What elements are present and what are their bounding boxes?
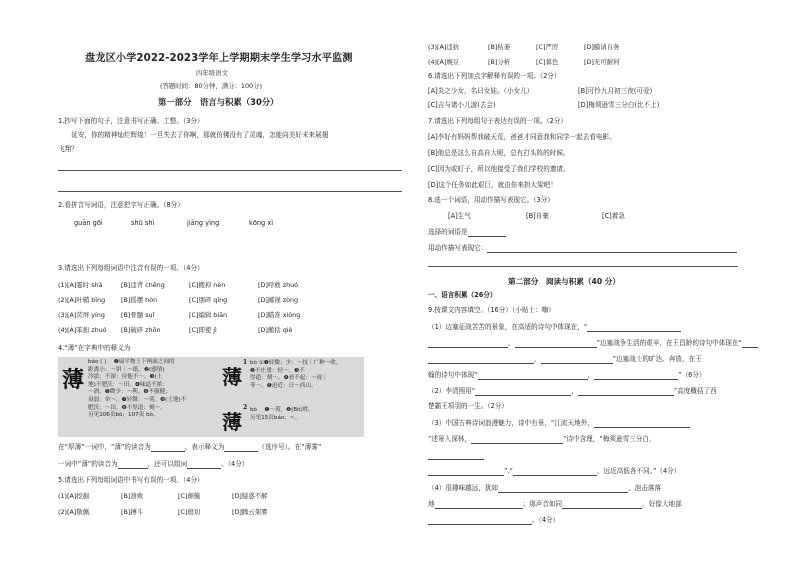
q4-blank-2[interactable] <box>224 443 258 452</box>
q8-write-blank[interactable] <box>487 244 737 253</box>
q9-blank-5[interactable] <box>428 355 534 364</box>
q3-1a[interactable]: (1)[A]霎时 shà <box>58 281 103 289</box>
q4-stem: 4.“薄”在字典中的释义为 <box>58 344 131 352</box>
q3-1c[interactable]: [C]搬掉 nèn <box>189 281 226 289</box>
q1-text-line1: 延安，你的精神灿烂辉煌！一旦失去了你啊，那就仿佛没有了灵魂，怎能向美好未来展翅 <box>58 131 329 139</box>
dict-right-entry-2: bò ❶～荷。❷(Bó)姓。 另见15页báo；~。 <box>250 407 314 421</box>
q9-line8: ”述景入深林， ”诗中含理，“梅须逊雪三分白， <box>428 435 656 443</box>
q5-2a[interactable]: (2)[A]敬佩 <box>58 508 90 516</box>
q1-writing-line-2[interactable] <box>58 191 402 192</box>
q2-pinyin-4: kōng xì <box>249 219 274 227</box>
q5-3a[interactable]: (3)[A]违抗 <box>428 43 460 51</box>
dictionary-image <box>58 357 364 437</box>
q9-line2: ， ”边塞战争生活的艰辛，在王昌龄的诗句中体现在“ <box>428 339 758 348</box>
q9-line7: （3）中国古典诗词浪漫魅力，诗中有景，“江流天地外， <box>428 419 690 428</box>
q3-2a[interactable]: (2)[A]叶鞘 bīng <box>58 296 106 304</box>
q5-1c[interactable]: [C]颠簸 <box>178 492 201 500</box>
q9-blank-4[interactable] <box>742 339 758 348</box>
q5-3b[interactable]: [B]枯萎 <box>488 43 511 51</box>
q3-1d[interactable]: [D]呼救 zhuó <box>258 281 299 289</box>
q5-1b[interactable]: [B]溃败 <box>121 492 144 500</box>
q4-blank-3[interactable] <box>118 460 148 469</box>
q9-blank-11[interactable] <box>594 419 690 428</box>
q2-pinyin-2: shū shì <box>131 219 155 227</box>
dict-right-entry-1: bó ①❶轻微；少：～技｜广种～收。 ❷不庄重：轻～。❸不 厚道：刻～。❹看不起：～视｜ 菲～。❺迫近：日～西山。 <box>250 360 342 389</box>
q9-blank-18[interactable] <box>562 500 642 509</box>
q9-line11: 地 ；那声音如同 ，好像大地部 <box>428 500 682 508</box>
q9-blank-17[interactable] <box>435 500 523 509</box>
q9-blank-13[interactable] <box>428 451 484 460</box>
q6-d[interactable]: [D]梅须逊雪三分白(比不上) <box>578 101 660 109</box>
subject-label: 四年级语文 <box>196 69 228 77</box>
q8-option-a[interactable]: [A]生气 <box>448 212 471 220</box>
q6-stem: 6.请选出下列加点字解释有误的一项。（2分） <box>428 72 561 80</box>
q9-blank-9[interactable] <box>475 387 571 396</box>
q9-blank-10[interactable] <box>578 387 674 396</box>
dict-char-bao: 薄 <box>62 367 85 393</box>
part2-heading: 第二部分 阅读与积累（40 分） <box>508 277 620 286</box>
q5-2d[interactable]: [D]腾云架雾 <box>232 508 268 516</box>
q8-writing-line[interactable] <box>428 266 738 267</box>
q8-stem: 8.选一个词语，用动作描写表现它。（3分） <box>428 196 554 204</box>
q9-line12: 。（4分） <box>428 516 559 525</box>
q9-blank-16[interactable] <box>498 484 628 493</box>
q5-3c[interactable]: [C]严厉 <box>536 43 559 51</box>
q5-2c[interactable]: [C]殷切 <box>178 508 201 516</box>
q7-stem: 7.请选出下列每组句子表达有误的一项。（2分） <box>428 117 568 125</box>
q9-blank-8[interactable] <box>594 371 678 380</box>
q6-b[interactable]: [B]可怜九月初三夜(可爱) <box>578 87 653 95</box>
q7-b[interactable]: [B]他总是这么自高自大呢，总有打头阵的时候。 <box>428 149 570 157</box>
q8-chosen: 选择的词语是 <box>428 228 506 237</box>
dict-sup-1: 1 <box>243 359 248 366</box>
q4-blank-1[interactable] <box>151 443 185 452</box>
q9-line10: （4）很趣味越远，犹如 ，泡击落落 <box>428 484 662 492</box>
q1-writing-line-1[interactable] <box>58 170 402 171</box>
q8-option-b[interactable]: [B]自豪 <box>526 212 549 220</box>
dict-char-bo: 薄 <box>222 365 242 389</box>
q5-4a[interactable]: (4)[A]婉豆 <box>428 58 460 66</box>
dict-left-entry: báo ( ) ❶扁平物上下两面之间的 距离小：～饼｜～纸。❷(感情) 冷淡；不深：待他不～。❸(土 地)不肥沃：～田。❹味道不浓： ～酒。❺微少：～利。❻不强健； 衰弱：单～。❼轻微：～荷。❽(土地)不 肥沃：～田。❾不厚道：刻～。 另见106页bó；107页 bò。 <box>88 359 187 419</box>
dict-char-bo2: 薄 <box>222 410 242 434</box>
q3-4b[interactable]: [B]破碎 zhōn <box>121 326 161 334</box>
q9-line1: （1）边塞征战苦苦的景象，在高适的诗句中体现在，“ <box>428 323 681 332</box>
exam-title: 盘龙区小学2022-2023学年上学期期末学生学习水平监测 <box>85 53 353 64</box>
q3-2b[interactable]: [B]摇摆 hòn <box>121 296 158 304</box>
q9-blank-7[interactable] <box>478 371 588 380</box>
q5-1d[interactable]: [D]疑惑不解 <box>232 492 268 500</box>
q3-3c[interactable]: [C]编辑 biān <box>189 311 228 319</box>
q8-chosen-blank[interactable] <box>468 228 506 237</box>
q9-line3: ， ”边塞战士的旷达、奔放，在王 <box>428 355 702 364</box>
q3-2d[interactable]: [D]鄙视 zòng <box>258 296 299 304</box>
q6-c[interactable]: [C]吉与诸小儿游(去会) <box>428 101 496 109</box>
q9-blank-15[interactable] <box>513 467 597 476</box>
dict-sup-2: 2 <box>243 404 248 411</box>
part1-heading: 第一部分 语言与积累（30分） <box>158 97 279 107</box>
q3-3a[interactable]: (3)[A]荧屏 yíng <box>58 311 105 319</box>
q5-1a[interactable]: (1)[A]挖掘 <box>58 492 90 500</box>
q7-c[interactable]: [C]因为或盯子，所以他接受了我们学校的邀请。 <box>428 165 570 173</box>
q1-stem: 1.抄写下面的句子，注意书写正确、工整。（3分） <box>58 117 204 125</box>
q2-pinyin-3: jiāng yìng <box>187 219 220 227</box>
q9-blank-12[interactable] <box>471 435 563 444</box>
q8-write: 用动作描写表现它： <box>428 244 737 253</box>
q3-4d[interactable]: [D]搬括 qiè <box>258 326 293 334</box>
exam-info: (答题时间：80分钟，满分：100分) <box>160 82 263 90</box>
q8-option-c[interactable]: [C]着急 <box>602 212 625 220</box>
q9-line8b <box>428 451 484 460</box>
q5-stem: 5.请选出下列每组词语中书写有误的一项。（4分） <box>58 476 204 484</box>
q9-line6: 楚霸王项羽的一生。（2分） <box>428 402 509 410</box>
q9-blank-14[interactable] <box>428 467 504 476</box>
q9-line5: （2）李清照用“ ， ”高度概括了西 <box>428 387 717 395</box>
q3-2c[interactable]: [C]朋碎 qīng <box>189 296 228 304</box>
q6-a[interactable]: [A]炎之少女，名曰女娃。（小女儿） <box>428 87 534 95</box>
q7-d[interactable]: [D]这个任务如此艰巨，就由你来担大梁吧！ <box>428 181 557 189</box>
section1-heading: 一、语言积累（26分） <box>428 291 497 299</box>
q9-stem: 9.按课文内容填空。（16分）（小贴士：嗨） <box>428 306 555 314</box>
q7-a[interactable]: [A]李好有妈妈帮我破天荒，爸爸才同意我和同学一起去看电影。 <box>428 133 616 141</box>
q9-blank-1[interactable] <box>587 323 681 332</box>
q5-4b[interactable]: [B]分析 <box>488 58 511 66</box>
q3-3d[interactable]: [D]瞄准 xióng <box>258 311 301 319</box>
q9-line9: ”.“ ，远近高低各不同。”（4分） <box>428 467 680 476</box>
q2-stem: 2.看拼音写词语，注意把字写正确。（8分） <box>58 201 184 209</box>
q1-text-line2: 飞翔？ <box>58 145 78 153</box>
q4-blank-4[interactable] <box>187 460 221 469</box>
q9-blank-19[interactable] <box>428 516 532 525</box>
q4-fill-line2: 一词中“薄”的读音为 ，还可以组词 。（4分） <box>58 460 249 468</box>
q3-stem: 3.请选出下列每组词语中注音有误的一项。（4分） <box>58 264 204 272</box>
q3-4c[interactable]: [C]即使 jì <box>189 326 217 334</box>
q5-4c[interactable]: [C]暮色 <box>536 58 559 66</box>
q5-4d[interactable]: [D]无可耐何 <box>584 58 620 66</box>
q5-2b[interactable]: [B]搏斗 <box>121 508 144 516</box>
q5-3d[interactable]: [D]膜请自务 <box>584 43 620 51</box>
q4-fill-line1: 在“厚薄”一词中，“薄”的读音为 ，表示释义为 （选序号）。在“薄雾” <box>58 443 322 451</box>
q9-blank-6[interactable] <box>541 355 613 364</box>
q3-3b[interactable]: [B]骨髓 suǐ <box>121 311 155 319</box>
q9-line4: 翰的诗句中体现“ ， ”（6分） <box>428 371 706 379</box>
q2-pinyin-1: guān gōi <box>74 219 103 227</box>
q3-1b[interactable]: [B]违背 chēng <box>121 281 165 289</box>
q3-4a[interactable]: (4)[A]笨拙 zhuó <box>58 326 107 334</box>
q9-blank-2[interactable] <box>428 339 508 348</box>
q9-blank-3[interactable] <box>515 339 597 348</box>
